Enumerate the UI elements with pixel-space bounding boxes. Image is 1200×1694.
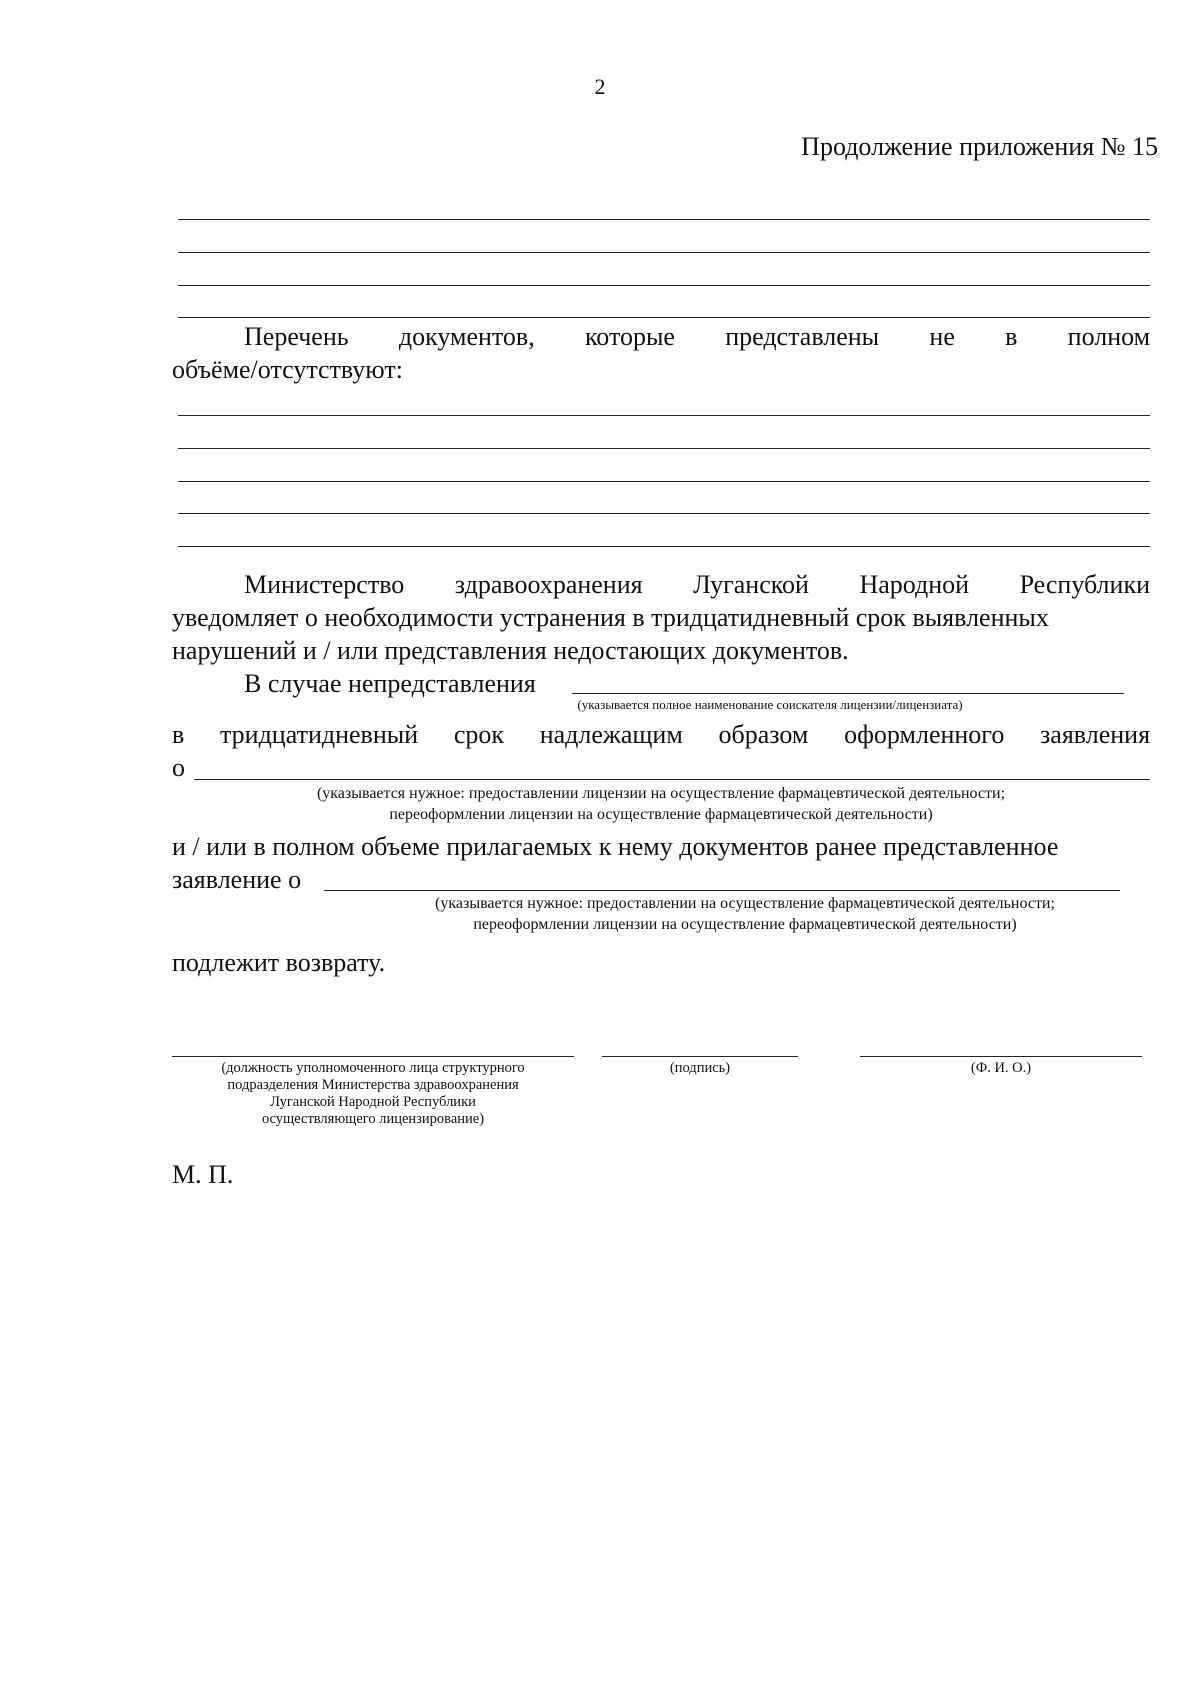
word: которые [584, 322, 675, 351]
applicant-caption: (указывается полное наименование соискателя лицензии/лицензиата) [577, 697, 963, 712]
position-caption [172, 1060, 574, 1128]
name-caption: (Ф. И. О.) [970, 1060, 1032, 1076]
caption2-line1: (указывается нужное: предоставлении на осуществление фармацевтической деятельности; [435, 895, 1055, 912]
word: тридцатидневный [219, 720, 419, 749]
signature-field[interactable] [602, 1056, 798, 1057]
word: Народной [859, 570, 970, 599]
word: Луганской [693, 570, 809, 599]
blank-line[interactable] [178, 285, 1150, 286]
blank-line[interactable] [178, 415, 1150, 416]
caption1-line2: переоформлении лицензии на осуществление фармацевтической деятельности) [389, 806, 933, 823]
full-name-field[interactable] [860, 1056, 1142, 1057]
word: документов, [398, 322, 535, 351]
case-lead: В случае непредставления [244, 669, 536, 698]
word: в [1005, 322, 1018, 351]
position-field[interactable] [172, 1056, 574, 1057]
list-title-line1 [244, 320, 1150, 353]
word: образом [718, 720, 809, 749]
appendix-heading: Продолжение приложения № 15 [801, 132, 1158, 161]
statement-prefix: заявление о [172, 865, 302, 894]
word: срок [453, 720, 504, 749]
caption1-line1: (указывается нужное: предоставлении лицензии на осуществление фармацевтической деятельности; [316, 785, 1006, 802]
o-prefix: о [172, 753, 185, 782]
page-number: 2 [594, 74, 606, 99]
word: здравоохранения [454, 570, 643, 599]
statement-type-field[interactable] [324, 890, 1120, 891]
word: в [172, 720, 185, 749]
blank-line[interactable] [178, 546, 1150, 547]
stamp-place: М. П. [172, 1160, 234, 1189]
word: представлены [725, 322, 880, 351]
notice-line1 [244, 568, 1150, 601]
blank-line[interactable] [178, 317, 1150, 318]
blank-line[interactable] [178, 252, 1150, 253]
word: надлежащим [539, 720, 683, 749]
word: не [929, 322, 955, 351]
word: полном [1067, 322, 1151, 351]
caption-line: осуществляющего лицензирование) [261, 1111, 485, 1127]
caption2-line2: переоформлении лицензии на осуществление фармацевтической деятельности) [473, 916, 1017, 933]
word: Республики [1019, 570, 1150, 599]
word: Министерство [244, 570, 405, 599]
list-title-line2: объёме/отсутствуют: [172, 355, 403, 384]
blank-line[interactable] [178, 219, 1150, 220]
blank-line[interactable] [178, 448, 1150, 449]
word: Перечень [244, 322, 349, 351]
application-type-field[interactable] [194, 779, 1150, 780]
caption-line: подразделения Министерства здравоохранения [227, 1077, 519, 1093]
signature-caption: (подпись) [669, 1060, 731, 1076]
notice-line3: нарушений и / или представления недостающих документов. [172, 636, 849, 665]
case-line2 [172, 718, 1150, 751]
blank-line[interactable] [178, 513, 1150, 514]
applicant-name-field[interactable] [572, 693, 1124, 694]
caption-line: (должность уполномоченного лица структурного [221, 1060, 525, 1076]
word: оформленного [844, 720, 1005, 749]
blank-line[interactable] [178, 481, 1150, 482]
case-line3: и / или в полном объеме прилагаемых к нему документов ранее представленное [172, 832, 1059, 861]
notice-line2: уведомляет о необходимости устранения в тридцатидневный срок выявленных [172, 603, 1049, 632]
word: заявления [1040, 720, 1151, 749]
case-closing: подлежит возврату. [172, 948, 386, 977]
caption-line: Луганской Народной Республики [270, 1094, 476, 1110]
